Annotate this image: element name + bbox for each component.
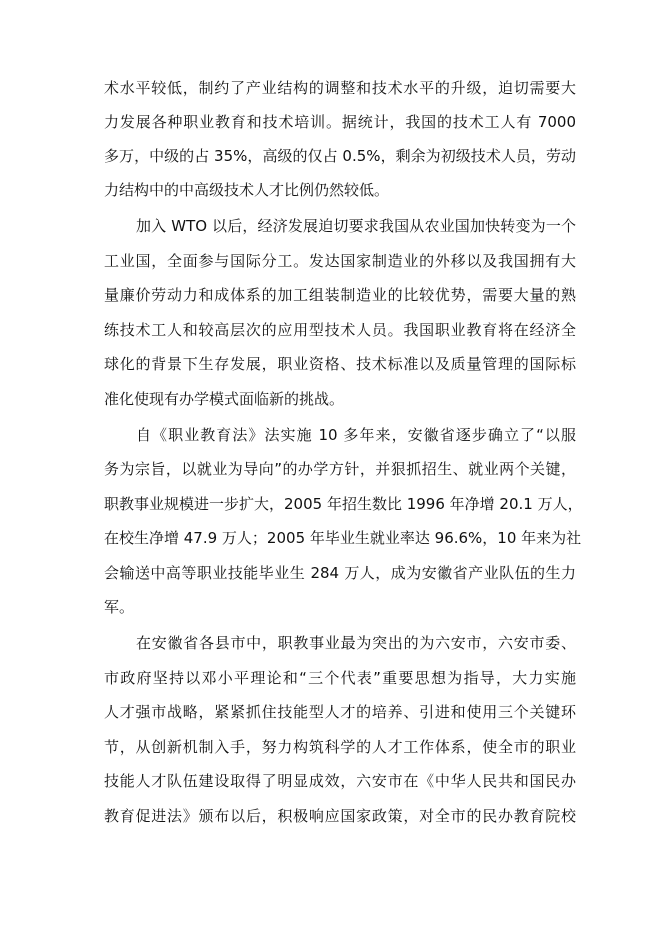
text-line: 自《职业教育法》法实施 10 多年来，安徽省逐步确立了“以服 bbox=[136, 426, 576, 444]
text-line: 军。 bbox=[104, 598, 135, 616]
text-line: 人才强市战略，紧紧抓住技能型人才的培养、引进和使用三个关键环 bbox=[104, 703, 576, 721]
text-line: 球化的背景下生存发展，职业资格、技术标准以及质量管理的国际标 bbox=[104, 355, 576, 373]
text-line: 力结构中的中高级技术人才比例仍然较低。 bbox=[104, 181, 390, 199]
text-line: 职教事业规模进一步扩大，2005 年招生数比 1996 年净增 20.1 万人， bbox=[104, 495, 583, 513]
text-line: 市政府坚持以邓小平理论和“三个代表”重要思想为指导，大力实施 bbox=[104, 669, 576, 687]
text-line: 练技术工人和较高层次的应用型技术人员。我国职业教育将在经济全 bbox=[104, 321, 576, 339]
text-line: 节，从创新机制入手，努力构筑科学的人才工作体系，使全市的职业 bbox=[104, 738, 576, 756]
text-line: 会输送中高等职业技能毕业生 284 万人，成为安徽省产业队伍的生力 bbox=[104, 564, 576, 582]
text-line: 力发展各种职业教育和技术培训。据统计，我国的技术工人有 7000 bbox=[104, 113, 576, 131]
text-line: 工业国，全面参与国际分工。发达国家制造业的外移以及我国拥有大 bbox=[104, 252, 576, 270]
text-line: 量廉价劳动力和成体系的加工组装制造业的比较优势，需要大量的熟 bbox=[104, 286, 576, 304]
text-line: 加入 WTO 以后，经济发展迫切要求我国从农业国加快转变为一个 bbox=[136, 217, 576, 235]
text-line: 准化使现有办学模式面临新的挑战。 bbox=[104, 390, 345, 408]
text-line: 术水平较低，制约了产业结构的调整和技术水平的升级，迫切需要大 bbox=[104, 79, 576, 97]
text-line: 务为宗旨，以就业为导向”的办学方针，并狠抓招生、就业两个关键， bbox=[104, 460, 576, 478]
text-line: 在校生净增 47.9 万人；2005 年毕业生就业率达 96.6%，10 年来为社 bbox=[104, 529, 582, 547]
text-line: 多万，中级的占 35%，高级的仅占 0.5%，剩余为初级技术人员，劳动 bbox=[104, 147, 576, 165]
text-line: 教育促进法》颁布以后，积极响应国家政策，对全市的民办教育院校 bbox=[104, 807, 576, 825]
text-line: 在安徽省各县市中，职教事业最为突出的为六安市，六安市委、 bbox=[136, 634, 576, 652]
text-line: 技能人才队伍建设取得了明显成效，六安市在《中华人民共和国民办 bbox=[104, 772, 576, 790]
